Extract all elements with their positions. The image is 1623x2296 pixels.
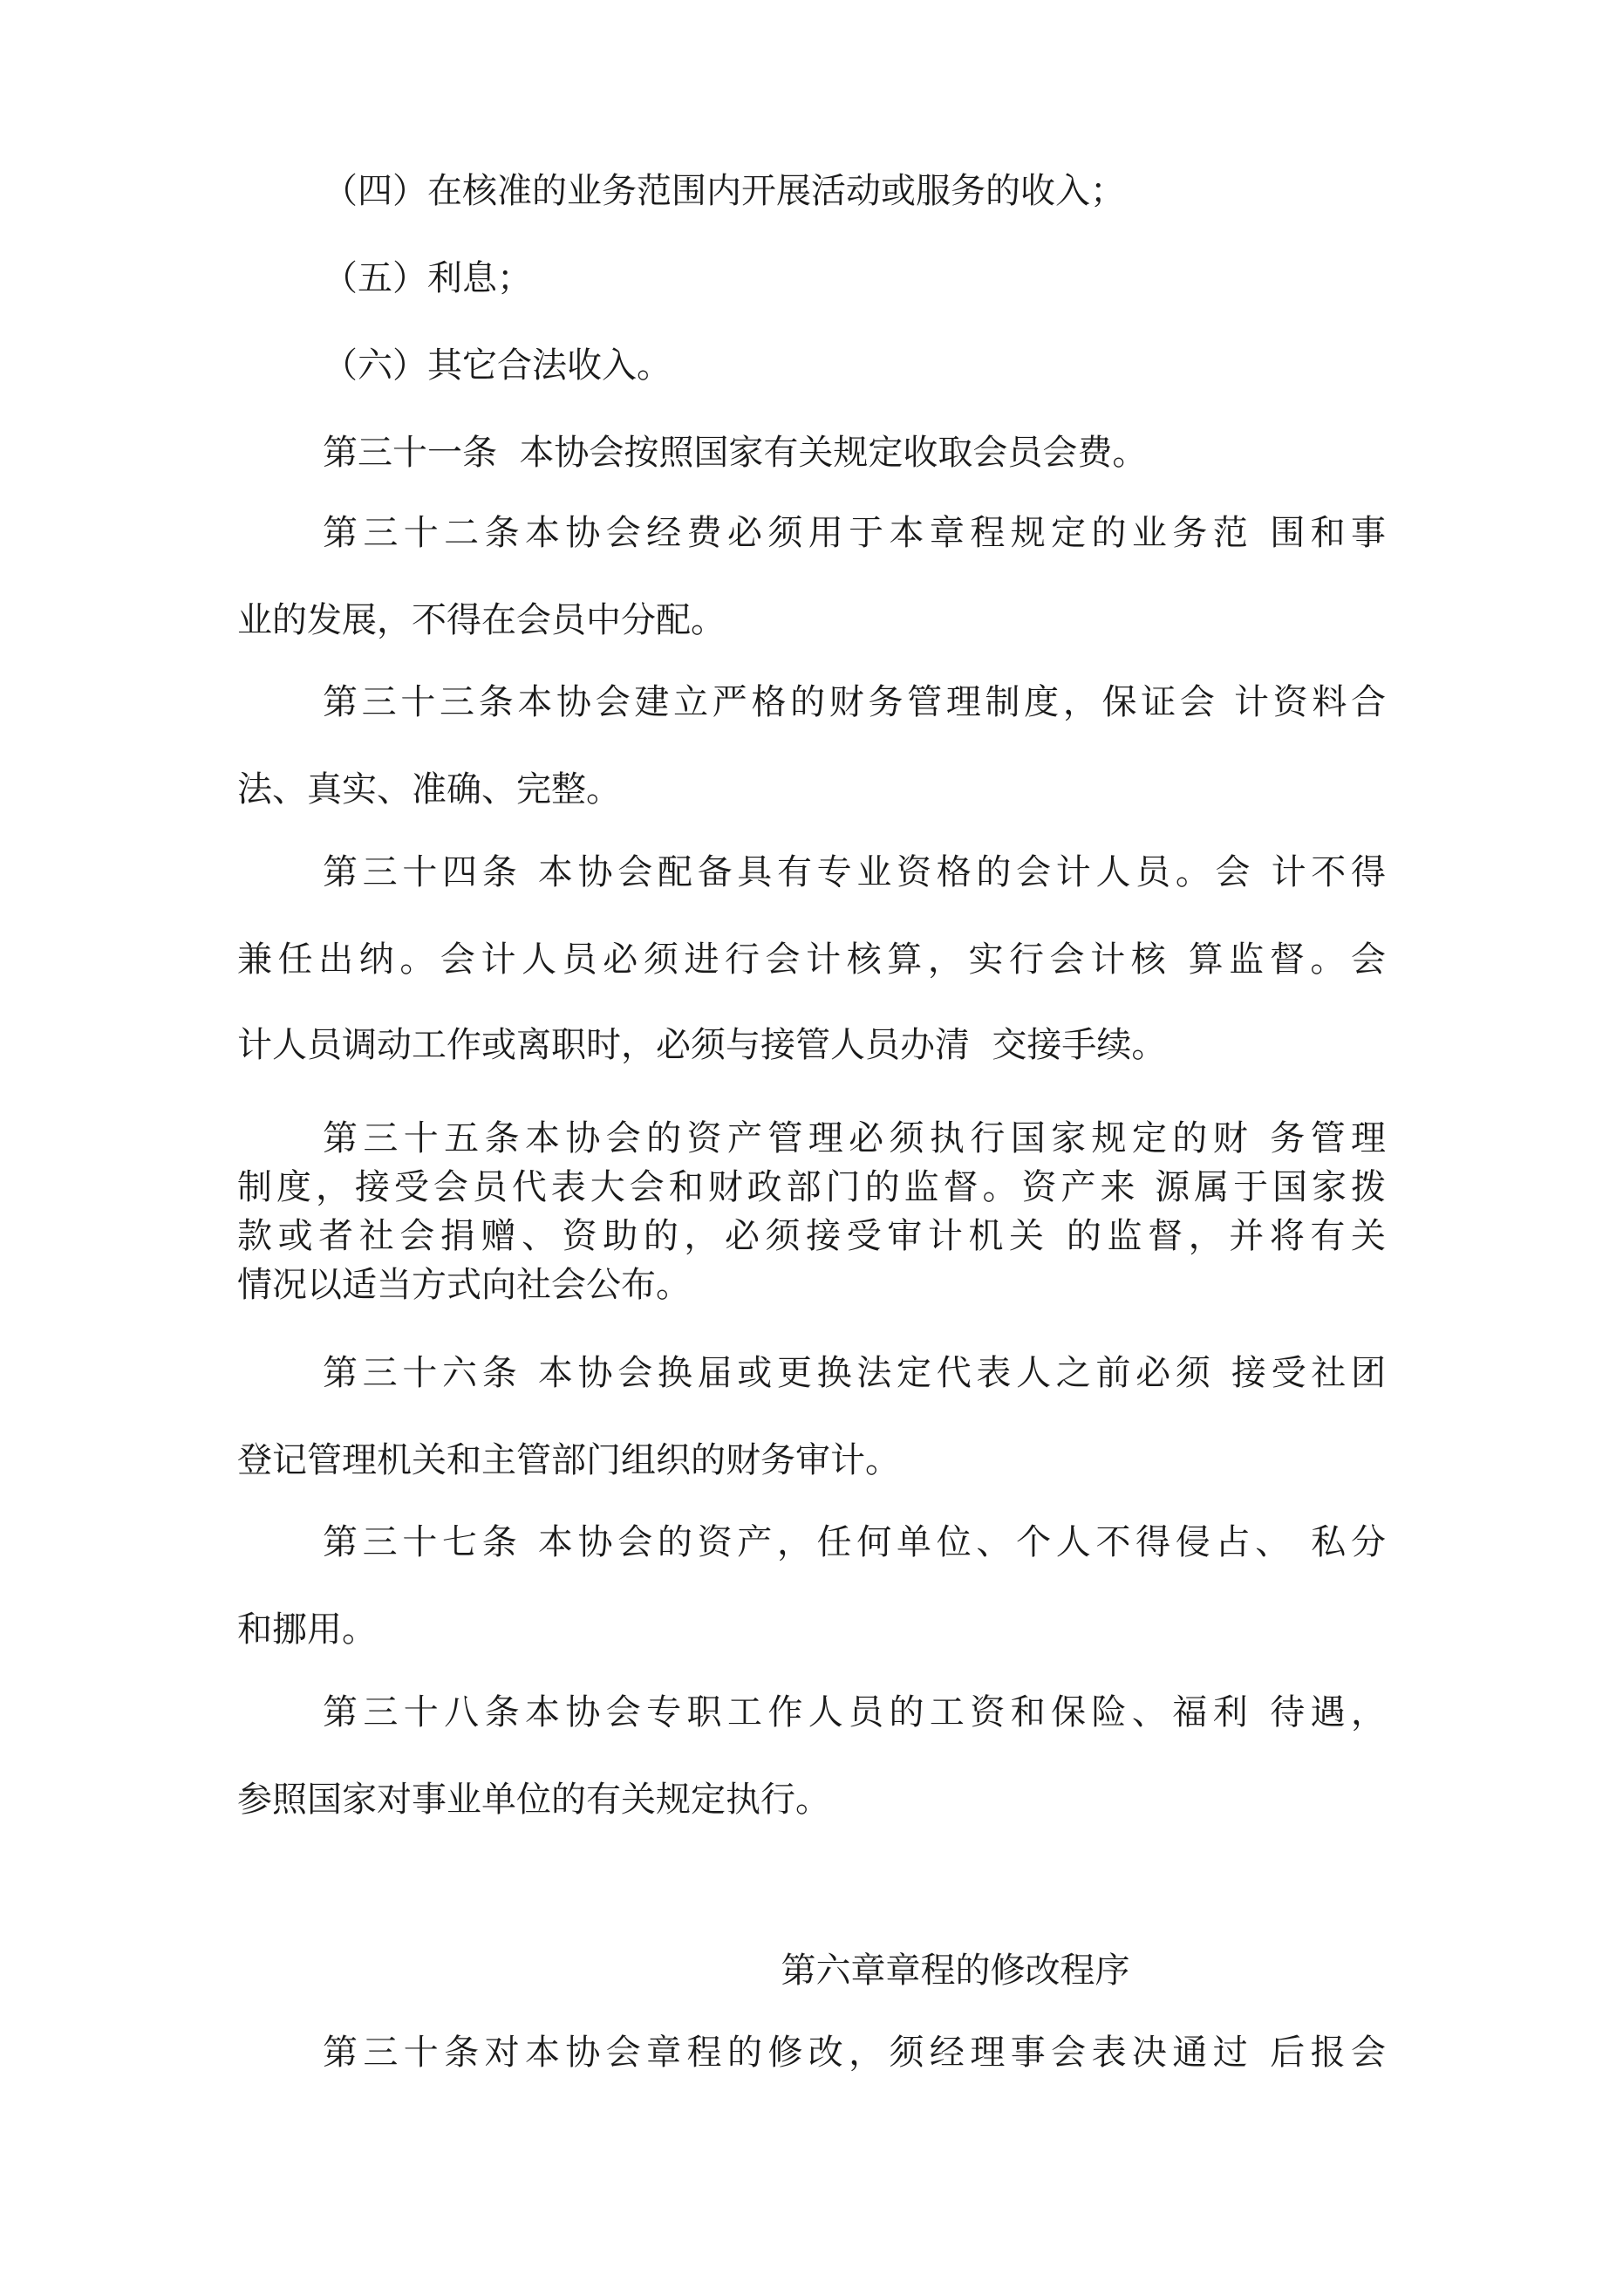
article-35-line-2: 制度，接受会员代表大会和财政部门的监督。资产来 源属于国家拨 [237, 1167, 1386, 1207]
paragraph-line: （六）其它合法收入。 [323, 345, 672, 386]
article-35-line-3: 款或者社会捐赠、资助的，必须接受审计机关 的监督，并将有关 [237, 1216, 1386, 1256]
article-35-line-4: 情况以适当方式向社会公布。 [237, 1265, 691, 1305]
article-32-line-1: 第三十二条本协会经费必须用于本章程规定的业务范 围和事 [323, 513, 1386, 553]
article-30-line-1: 第三十条对本协会章程的修改，须经理事会表决通过 后报会 [323, 2033, 1386, 2073]
article-38-line-1: 第三十八条本协会专职工作人员的工资和保险、福利 待遇， [323, 1692, 1386, 1732]
paragraph-line: （四）在核准的业务范围内开展活动或服务的收入； [323, 171, 1125, 211]
article-34-line-1: 第三十四条 本协会配备具有专业资格的会计人员。会 计不得 [323, 852, 1386, 892]
article-34-line-2: 兼任出纳。会计人员必须进行会计核算，实行会计核 算监督。会 [237, 940, 1386, 980]
article-38-line-2: 参照国家对事业单位的有关规定执行。 [237, 1780, 830, 1820]
article-34-line-3: 计人员调动工作或离职时，必须与接管人员办清 交接手续。 [237, 1025, 1167, 1065]
article-32-line-2: 业的发展，不得在会员中分配。 [237, 600, 726, 640]
article-31: 第三十一条 本协会按照国家有关规定收取会员会费。 [323, 433, 1148, 473]
article-35-line-1: 第三十五条本协会的资产管理必须执行国家规定的财 务管理 [323, 1118, 1386, 1158]
article-33-line-1: 第三十三条本协会建立严格的财务管理制度，保证会 计资料合 [323, 682, 1386, 722]
article-37-line-2: 和挪用。 [237, 1609, 377, 1650]
article-36-line-2: 登记管理机关和主管部门组织的财务审计。 [237, 1440, 900, 1480]
article-37-line-1: 第三十七条 本协会的资产，任何单位、个人不得侵占、 私分 [323, 1522, 1386, 1562]
chapter-heading: 第六章章程的修改程序 [781, 1951, 1130, 1991]
article-33-line-2: 法、真实、准确、完整。 [237, 769, 621, 810]
article-36-line-1: 第三十六条 本协会换届或更换法定代表人之前必须 接受社团 [323, 1353, 1386, 1393]
paragraph-line: （五）利息； [323, 258, 532, 298]
